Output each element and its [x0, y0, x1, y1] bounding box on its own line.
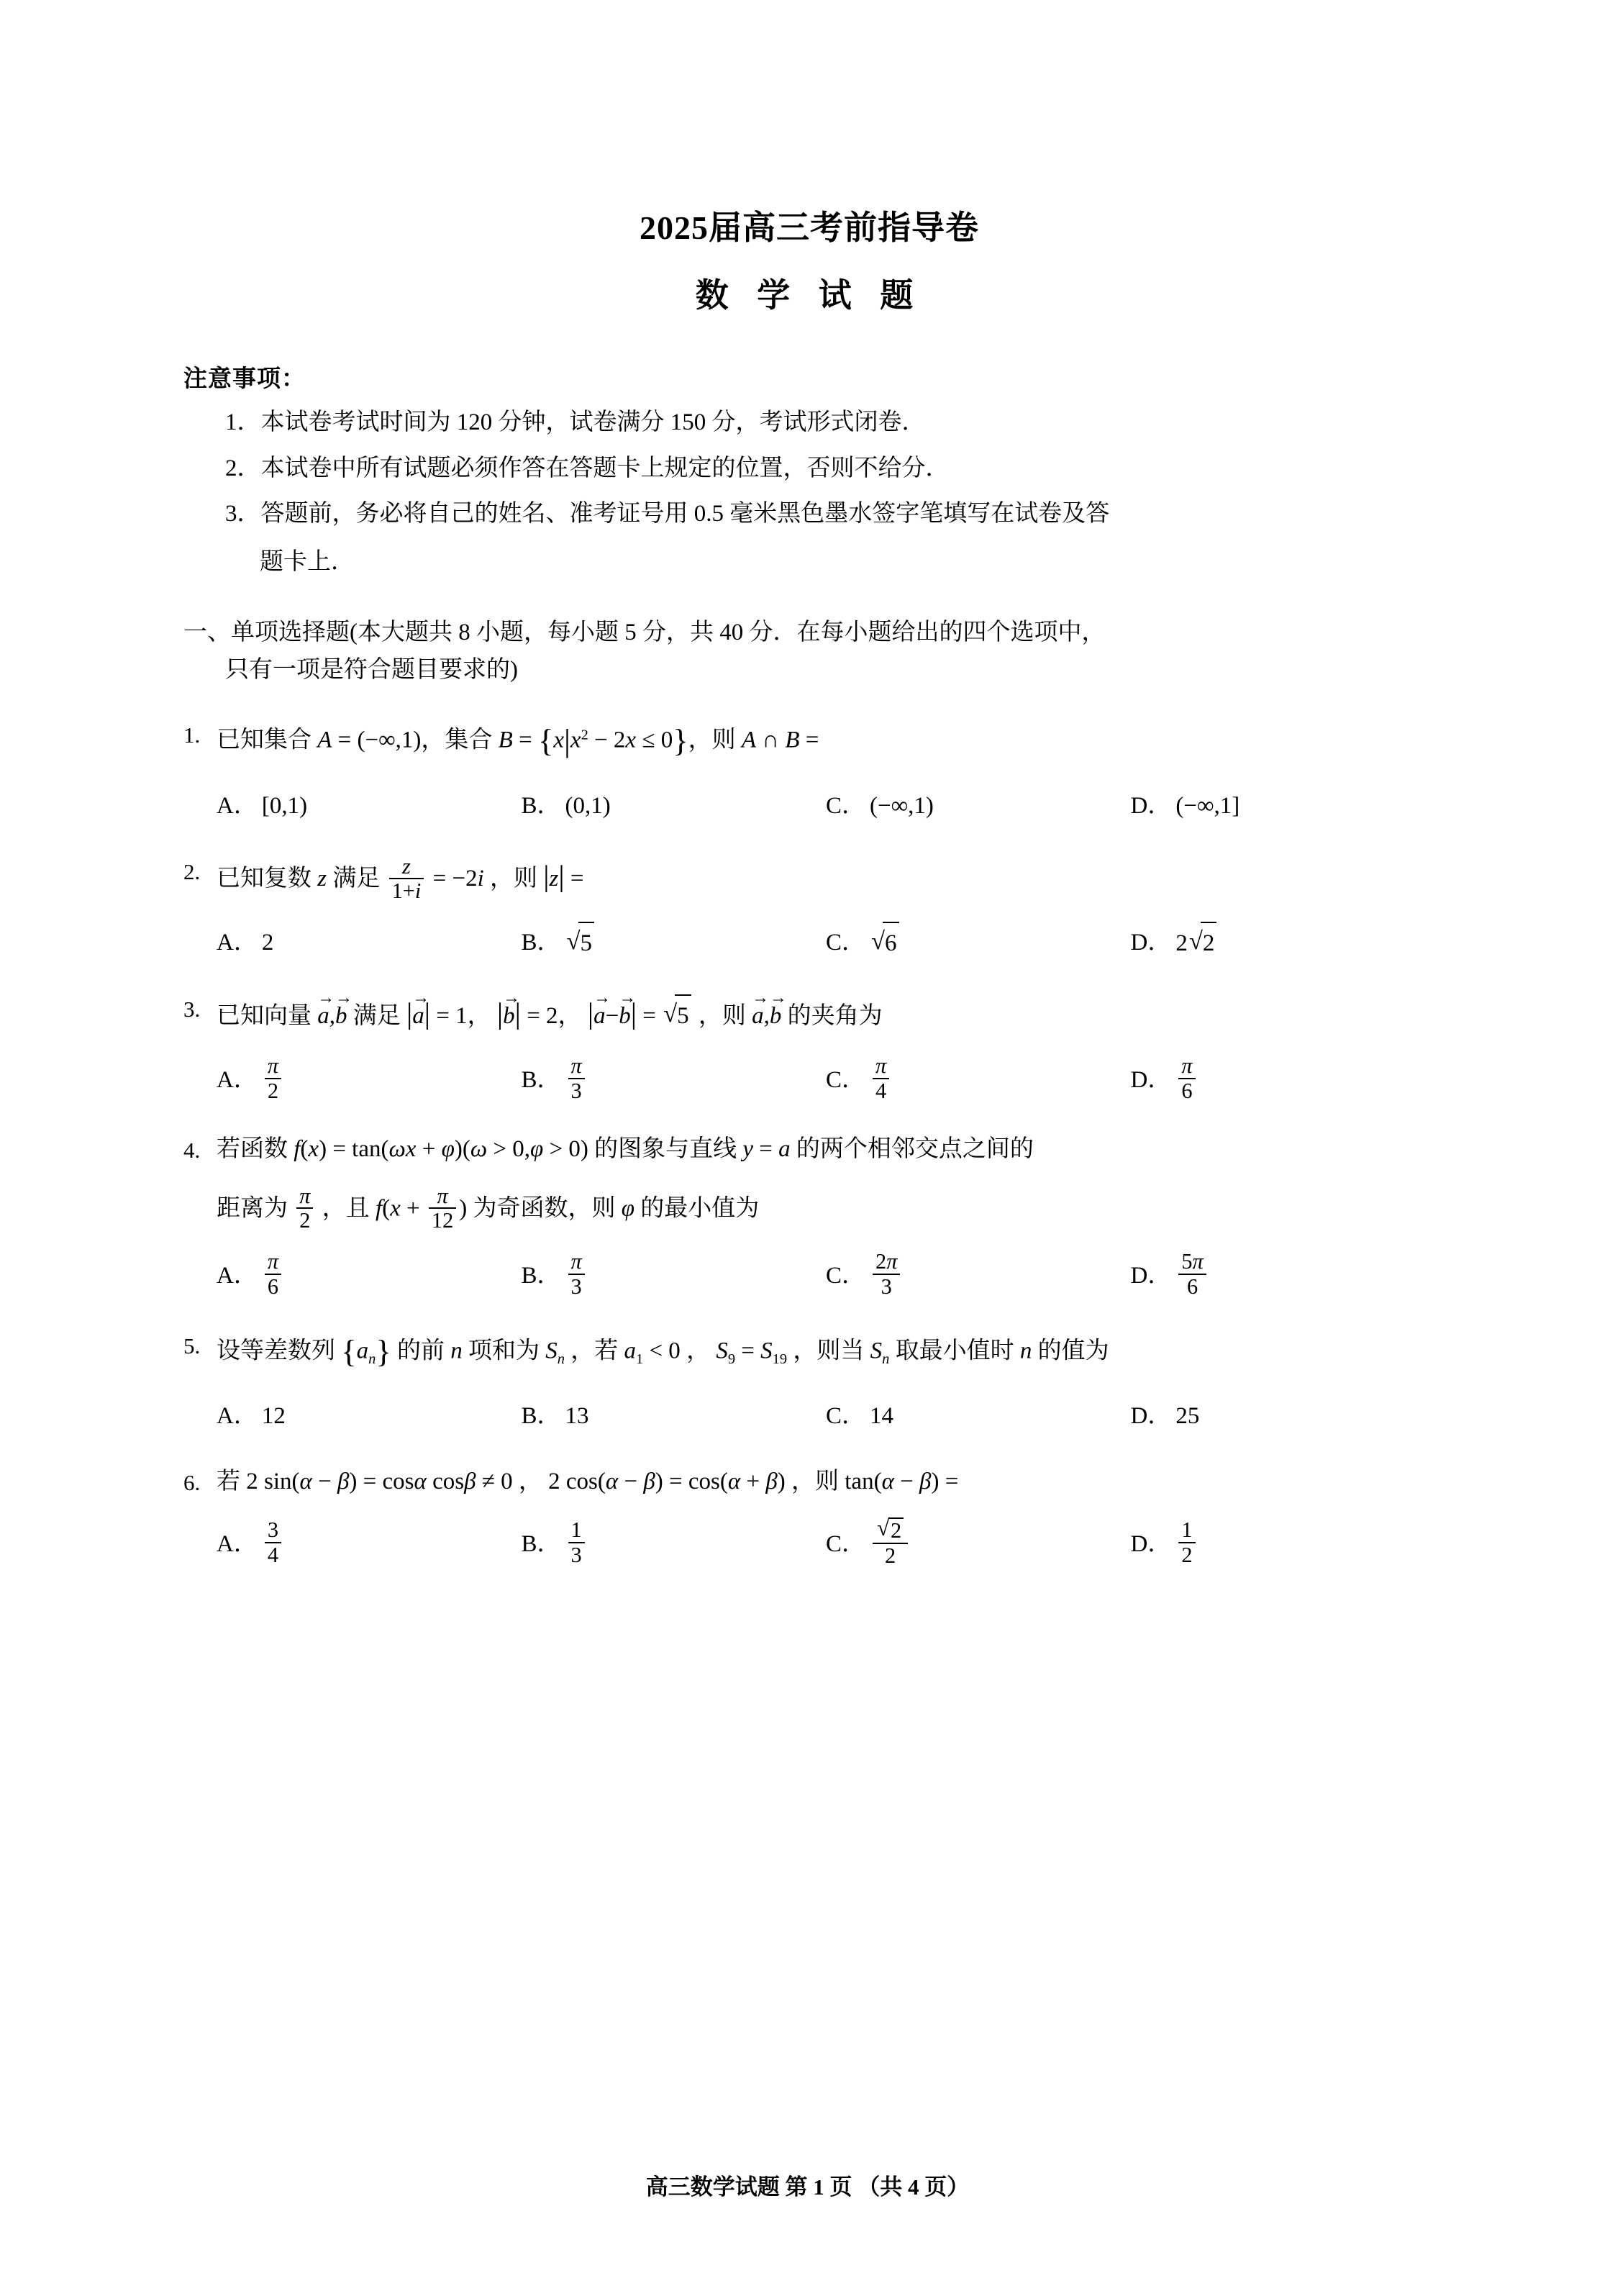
page-footer: 高三数学试题 第 1 页 （共 4 页） [645, 2174, 970, 2200]
option-c-text: √ 6 [871, 922, 899, 963]
question-3 [183, 988, 1435, 1104]
option-a-text: 2 [261, 930, 274, 956]
q4-text-6: 为奇函数，则 [473, 1194, 616, 1221]
options-row [217, 1396, 1435, 1436]
question-stem: 若函数 f(x) = tan(ωx + φ)(ω > 0,φ > 0) 的图象与直线 y = a 的两个相邻交点之间的 [217, 1135, 1034, 1162]
section-heading [183, 614, 1435, 690]
option-b-text: $\frac{\pi}{3}$ [568, 1054, 585, 1103]
option-d[interactable] [1131, 1519, 1436, 1569]
option-c-text: (−∞,1) [870, 792, 934, 819]
option-c[interactable] [826, 786, 1131, 826]
question-stem: 若 2 sin(α − β) = cosα cosβ ≠ 0 ， 2 cos(α − β) = cos(α + β) ，则 tan(α − β) = [217, 1468, 959, 1494]
option-d-text: $\frac{5\pi}{6}$ [1178, 1250, 1206, 1299]
question-number: 5. [183, 1333, 201, 1358]
option-d[interactable] [1131, 786, 1436, 826]
option-b-label: B． [521, 792, 561, 819]
option-b[interactable] [522, 1251, 827, 1300]
option-b-text: (0,1) [565, 792, 611, 819]
question-number: 6. [183, 1469, 201, 1495]
option-c[interactable] [826, 1396, 1131, 1436]
option-a-label: A． [217, 792, 258, 819]
option-d-label: D． [1130, 792, 1172, 819]
option-b-label: B． [521, 1530, 561, 1557]
question-number: 1. [183, 722, 201, 748]
q2-text-3: ，则 [490, 865, 537, 891]
section-heading-line1: 一、单项选择题(本大题共 8 小题，每小题 5 分，共 40 分．在每小题给出的四个选项中， [183, 619, 1106, 645]
q5-text-5: ， [686, 1338, 711, 1364]
question-4 [183, 1129, 1435, 1300]
option-c-label: C． [826, 1403, 866, 1430]
option-c-text: $\frac{\pi}{4}$ [873, 1054, 889, 1103]
option-b-label: B． [521, 1067, 561, 1094]
q1-text-3: ，则 [688, 727, 736, 753]
option-a[interactable] [217, 1396, 522, 1436]
q5-text-2: 的前 [397, 1338, 445, 1364]
notice-item: 1．本试卷考试时间为 120 分钟，试卷满分 150 分，考试形式闭卷． [225, 409, 926, 435]
option-a[interactable] [217, 1519, 522, 1569]
question-stem: 已知复数 z 满足 $\frac{z}{1+i}$ = −2i ，则 |z| = [217, 853, 584, 904]
option-b[interactable] [522, 1519, 827, 1569]
question-6 [183, 1461, 1435, 1569]
notice-item: 3．答题前，务必将自己的姓名、准考证号用 0.5 毫米黑色墨水签字笔填写在试卷及答 [225, 501, 1110, 527]
option-d-text: 25 [1175, 1403, 1200, 1430]
options-row [217, 786, 1435, 826]
q3-text-4: 的夹角为 [787, 1003, 883, 1030]
question-stem: 设等差数列 $\{a_n\}$ 的前 n 项和为 $S_n$ ，若 $a_1 < 0$ ， $S_9 = S_{19}$ ，则当 $S_n$ 取最小值时 n 的值为 [217, 1333, 1109, 1369]
page-title: 2025届高三考前指导卷 [640, 209, 979, 246]
notice-heading: 注意事项： [183, 366, 306, 392]
options-row [217, 1519, 1435, 1569]
option-a-text: $\frac{\pi}{2}$ [265, 1054, 281, 1103]
option-a-label: A． [217, 1262, 258, 1289]
option-a-text: $\frac{\pi}{6}$ [265, 1250, 281, 1299]
question-number: 4. [183, 1137, 201, 1163]
question-number: 2. [183, 858, 201, 884]
q5-text-7: 取最小值时 [895, 1338, 1014, 1364]
option-c[interactable] [826, 1519, 1131, 1569]
option-a-text: $\frac{3}{4}$ [265, 1518, 281, 1567]
option-d[interactable] [1131, 922, 1436, 963]
q3-text-2: 满足 [352, 1003, 401, 1030]
q5-text-4: ，若 [570, 1338, 619, 1364]
q5-text-1: 设等差数列 [217, 1338, 335, 1364]
option-a[interactable] [217, 786, 522, 826]
q6-text-2: ， [518, 1468, 542, 1494]
option-b-text: $\frac{1}{3}$ [568, 1518, 585, 1567]
question-5 [183, 1325, 1435, 1437]
question-stem-continued: 距离为 $\frac{\pi}{2}$ ，且 f(x + $\frac{\pi}{12}$ ) 为奇函数，则 φ 的最小值为 [217, 1183, 760, 1233]
option-a-label: A． [217, 1530, 258, 1557]
option-b[interactable] [522, 786, 827, 826]
question-stem: 已知集合 A = (−∞,1)，集合 $B = \{x|x^2 - 2x \le 0\}$，则 A ∩ B = [217, 722, 819, 759]
question-stem: 已知向量 a →,b → 满足 |a →| = 1， |b →| = 2， |a →−b →| = √ 5 ，则 a →,b → 的夹角为 [217, 988, 1435, 1038]
option-a-label: A． [217, 1067, 258, 1094]
option-b[interactable] [522, 1396, 827, 1436]
notice-item-continuation: 题卡上． [260, 548, 355, 575]
option-d-label: D． [1130, 930, 1172, 956]
option-b[interactable] [521, 1053, 827, 1104]
q3-text-1: 已知向量 [217, 1003, 311, 1030]
option-d-text: (−∞,1] [1175, 792, 1240, 819]
option-c[interactable] [826, 1053, 1131, 1104]
options-row [217, 1251, 1435, 1300]
question-1 [183, 714, 1435, 826]
option-b-label: B． [521, 1262, 561, 1289]
q2-text-2: 满足 [332, 865, 381, 891]
option-a-text: 12 [261, 1403, 286, 1430]
option-c-label: C． [826, 1262, 866, 1289]
notice-item: 2．本试卷中所有试题必须作答在答题卡上规定的位置，否则不给分． [225, 455, 950, 481]
option-b-text: 13 [565, 1403, 589, 1430]
q1-text-2: ，集合 [421, 727, 493, 753]
option-b-label: B． [521, 930, 561, 956]
q4-text-2: 的图象与直线 [594, 1135, 737, 1162]
option-c[interactable] [826, 922, 1131, 963]
option-d[interactable] [1131, 1251, 1436, 1300]
q4-text-3: 的两个相邻交点之间的 [796, 1135, 1034, 1162]
option-c-text: $\frac{2\pi}{3}$ [873, 1250, 900, 1299]
options-row [217, 1053, 1435, 1104]
option-d[interactable] [1130, 1053, 1436, 1104]
option-c[interactable] [826, 1251, 1131, 1300]
q4-text-7: 的最小值为 [640, 1194, 760, 1221]
option-a[interactable] [217, 922, 522, 963]
q1-text-1: 已知集合 [217, 727, 311, 753]
option-d-text: $\frac{\pi}{6}$ [1178, 1054, 1195, 1103]
option-c-text: 14 [870, 1403, 894, 1430]
q6-text-1: 若 [217, 1468, 240, 1494]
q4-text-4: 距离为 [217, 1194, 288, 1221]
options-row [217, 922, 1435, 963]
option-d-text: 2 √ 2 [1175, 922, 1218, 963]
option-a-text: [0,1) [261, 792, 308, 819]
option-c-label: C． [826, 930, 866, 956]
option-b-text: $\frac{\pi}{3}$ [568, 1250, 585, 1299]
q2-text-1: 已知复数 [217, 865, 311, 891]
question-number: 3. [183, 997, 201, 1022]
q5-text-6: ，则当 [793, 1338, 865, 1364]
q4-text-1: 若函数 [217, 1135, 288, 1162]
option-d-label: D． [1130, 1530, 1172, 1557]
option-d-label: D． [1130, 1403, 1172, 1430]
question-2 [183, 850, 1435, 963]
option-a-label: A． [217, 1403, 258, 1430]
q5-text-3: 项和为 [468, 1338, 540, 1364]
q5-text-8: 的值为 [1037, 1338, 1109, 1364]
option-c-label: C． [826, 792, 866, 819]
option-a-label: A． [217, 930, 258, 956]
option-d[interactable] [1131, 1396, 1436, 1436]
option-c-label: C． [826, 1067, 866, 1094]
option-b-label: B． [521, 1403, 561, 1430]
option-b-text: √ 5 [567, 922, 595, 963]
option-a[interactable] [217, 1053, 522, 1104]
q3-text-3: ，则 [698, 1003, 746, 1030]
section-heading-line2: 只有一项是符合题目要求的) [225, 657, 518, 684]
option-d-label: D． [1130, 1067, 1172, 1094]
option-a[interactable] [217, 1251, 522, 1300]
page-subtitle: 数 学 试 题 [695, 277, 924, 314]
option-d-label: D． [1130, 1262, 1172, 1289]
option-c-text: √ $\frac{2}{2}$ [873, 1517, 908, 1568]
option-d-text: $\frac{1}{2}$ [1178, 1518, 1195, 1567]
option-c-label: C． [826, 1530, 866, 1557]
page-content [183, 201, 1435, 1569]
q4-text-5: ，且 [322, 1194, 370, 1221]
option-b[interactable] [522, 922, 827, 963]
q6-text-3: ，则 [791, 1468, 840, 1494]
